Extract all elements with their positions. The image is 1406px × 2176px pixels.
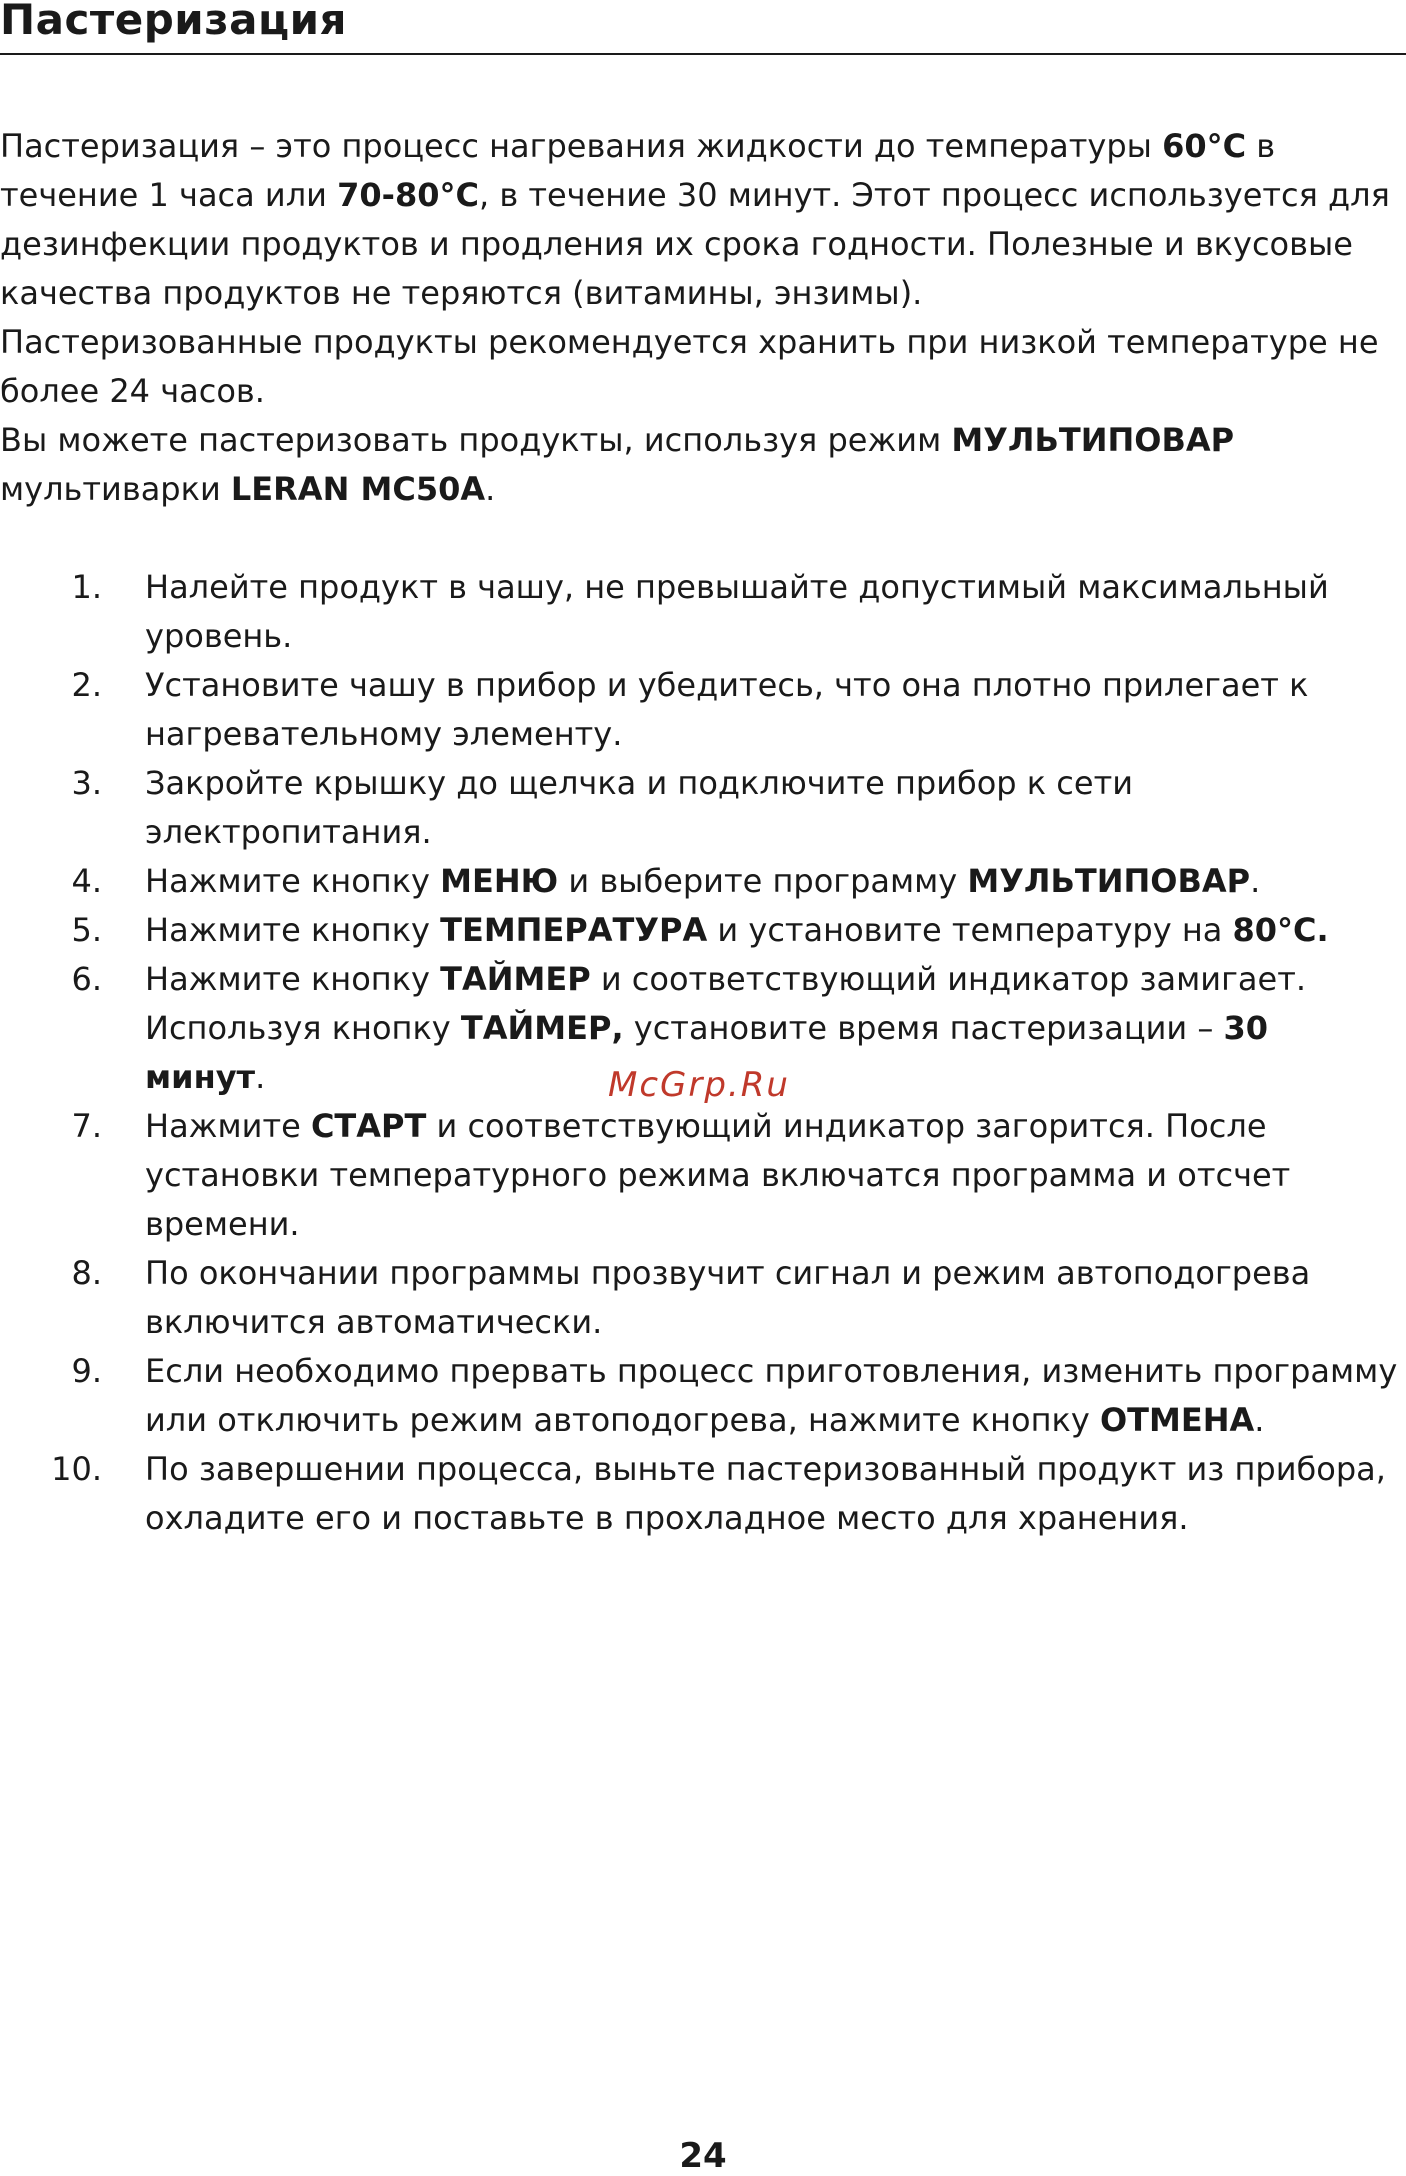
list-item: 2. Установите чашу в прибор и убедитесь, что она плотно прилегает к нагревательному элементу. (0, 661, 1406, 759)
list-item: 6. Нажмите кнопку ТАЙМЕР и соответствующий индикатор замигает. Используя кнопку ТАЙМЕР, установите время пастеризации – 30 минут. (0, 955, 1406, 1102)
step-number: 9. (71, 1352, 102, 1390)
list-item: 5. Нажмите кнопку ТЕМПЕРАТУРА и установите температуру на 80°С. (0, 906, 1406, 955)
intro-paragraph-mode: Вы можете пастеризовать продукты, используя режим МУЛЬТИПОВАР мультиварки LERAN MC50A. (0, 421, 1235, 508)
intro-section (0, 122, 1400, 514)
list-item: 10. По завершении процесса, выньте пастеризованный продукт из прибора, охладите его и поставьте в прохладное место для хранения. (0, 1445, 1406, 1543)
list-item: 9. Если необходимо прервать процесс приготовления, изменить программу или отключить режим автоподогрева, нажмите кнопку ОТМЕНА. (0, 1347, 1406, 1445)
list-item: 4. Нажмите кнопку МЕНЮ и выберите программу МУЛЬТИПОВАР. (0, 857, 1406, 906)
step-number: 2. (71, 666, 102, 704)
step-number: 6. (71, 960, 102, 998)
step-number: 10. (51, 1450, 102, 1488)
intro-paragraph-storage: Пастеризованные продукты рекомендуется хранить при низкой температуре не более 24 часов. (0, 323, 1379, 410)
page-title: Пастеризация (0, 0, 347, 44)
instruction-steps (0, 563, 1406, 1543)
intro-paragraph-definition: Пастеризация – это процесс нагревания жидкости до температуры 60°С в течение 1 часа или 70-80°С, в течение 30 минут. Этот процесс используется для дезинфекции продуктов и продления их срока годности. Полезные и вкусовые качества продуктов не теряются (витамины, энзимы). (0, 127, 1390, 312)
step-number: 5. (71, 911, 102, 949)
list-item: 3. Закройте крышку до щелчка и подключите прибор к сети электропитания. (0, 759, 1406, 857)
step-number: 8. (71, 1254, 102, 1292)
temperature-70-80: 70-80°С (337, 176, 479, 214)
list-item: 8. По окончании программы прозвучит сигнал и режим автоподогрева включится автоматически. (0, 1249, 1406, 1347)
step-number: 1. (71, 568, 102, 606)
model-name: LERAN MC50A (230, 470, 486, 508)
list-item: 7. Нажмите СТАРТ и соответствующий индикатор загорится. После установки температурного режима включатся программа и отсчет времени. (0, 1102, 1406, 1249)
page-number: 24 (679, 2136, 727, 2176)
mode-name: МУЛЬТИПОВАР (951, 421, 1235, 459)
title-divider (0, 53, 1406, 55)
watermark-text: McGrp.Ru (608, 1065, 790, 1105)
list-item: 1. Налейте продукт в чашу, не превышайте допустимый максимальный уровень. (0, 563, 1406, 661)
step-number: 4. (71, 862, 102, 900)
step-number: 7. (71, 1107, 102, 1145)
step-number: 3. (71, 764, 102, 802)
temperature-60: 60°С (1162, 127, 1247, 165)
